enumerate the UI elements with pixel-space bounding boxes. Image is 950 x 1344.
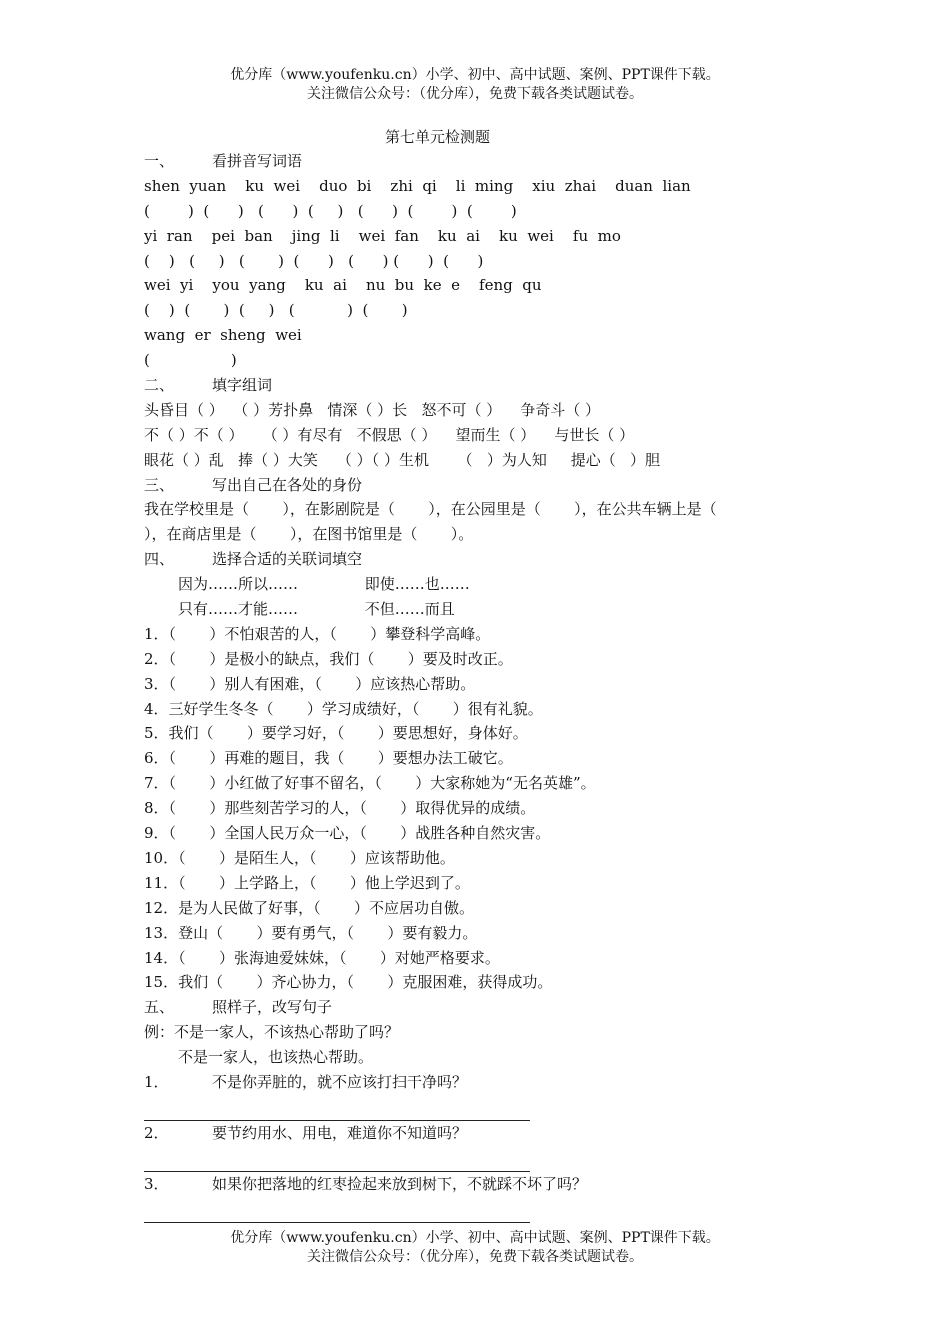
question-number: 3．: [144, 1174, 169, 1193]
question-text: 不是你弄脏的，就不应该打扫干净吗？: [212, 1072, 468, 1091]
pinyin-line: yi ran pei ban jing li wei fan ku ai ku wei fu mo: [144, 226, 621, 245]
question-text: 要节约用水、用电，难道你不知道吗？: [212, 1123, 468, 1142]
question-item[interactable]: 12．是为人民做了好事，（ ）不应居功自傲。: [144, 898, 474, 917]
fill-word-line[interactable]: 头昏目（ ） （ ）芳扑鼻 情深（ ）长 怒不可（ ） 争奇斗（ ）: [144, 400, 601, 419]
worksheet-body: [144, 149, 814, 1223]
question-item[interactable]: 15．我们（ ）齐心协力，（ ）克服困难，获得成功。: [144, 973, 553, 992]
question-item[interactable]: 14．（ ）张海迪爱妹妹，（ ）对她严格要求。: [144, 948, 500, 967]
question-item[interactable]: 6．（ ）再难的题目，我（ ）要想办法工破它。: [144, 749, 513, 768]
question-item[interactable]: 11．（ ）上学路上，（ ）他上学迟到了。: [144, 873, 470, 892]
section-title: 看拼音写词语: [212, 152, 303, 170]
conjunction-options: 只有……才能…… 不但……而且: [178, 600, 455, 619]
question-item[interactable]: 3．（ ）别人有困难，（ ）应该热心帮助。: [144, 674, 476, 693]
example-question: 例：不是一家人，不该热心帮助了吗？: [144, 1023, 400, 1042]
question-item[interactable]: 5．我们（ ）要学习好，（ ）要思想好，身体好。: [144, 724, 528, 743]
section-heading: [144, 995, 814, 1020]
answer-line[interactable]: [144, 1197, 530, 1223]
section-title: 写出自己在各处的身份: [212, 475, 363, 494]
question-number: 1．: [144, 1072, 169, 1091]
question-item[interactable]: 9．（ ）全国人民万众一心，（ ）战胜各种自然灾害。: [144, 824, 551, 843]
section-number: 三、: [144, 475, 175, 494]
header-line-1: 优分库（www.youfenku.cn）小学、初中、高中试题、案例、PPT课件下载。: [230, 67, 720, 83]
question-item[interactable]: 10．（ ）是陌生人，（ ）应该帮助他。: [144, 848, 455, 867]
section-number: 五、: [144, 998, 175, 1017]
pinyin-line: shen yuan ku wei duo bi zhi qi li ming xiu zhai duan lian: [144, 176, 691, 195]
footer-line-2: 关注微信公众号：（优分库），免费下载各类试题试卷。: [307, 1249, 643, 1265]
footer-line-1: 优分库（www.youfenku.cn）小学、初中、高中试题、案例、PPT课件下载。: [230, 1230, 720, 1246]
section-number: 二、: [144, 376, 175, 395]
identity-line[interactable]: ），在商店里是（ ），在图书馆里是（ ）。: [144, 525, 474, 544]
section-title: 填字组词: [212, 376, 273, 395]
question-text: 如果你把落地的红枣捡起来放到树下，不就踩不坏了吗？: [212, 1174, 588, 1193]
section-heading: [144, 547, 814, 572]
pinyin-line: wang er sheng wei: [144, 326, 302, 345]
question-item[interactable]: 8．（ ）那些刻苦学习的人，（ ）取得优异的成绩。: [144, 799, 536, 818]
section-title: 选择合适的关联词填空: [212, 550, 363, 569]
section-heading: [144, 473, 814, 498]
header-line-2: 关注微信公众号：（优分库），免费下载各类试题试卷。: [307, 86, 643, 102]
rewrite-question: [144, 1121, 814, 1146]
section-number: 一、: [144, 152, 175, 170]
question-item[interactable]: 7．（ ）小红做了好事不留名，（ ）大家称她为“无名英雄”。: [144, 774, 596, 793]
question-item[interactable]: 4．三好学生冬冬（ ）学习成绩好，（ ）很有礼貌。: [144, 699, 543, 718]
section-title: 照样子，改写句子: [212, 998, 333, 1017]
section-number: 四、: [144, 550, 175, 569]
answer-blank-line[interactable]: ( ) ( ) ( ) ( ) ( ): [144, 301, 408, 320]
page-footer: [0, 1229, 950, 1267]
answer-line[interactable]: [144, 1095, 530, 1121]
question-item[interactable]: 1．（ ）不怕艰苦的人，（ ）攀登科学高峰。: [144, 624, 491, 643]
question-item[interactable]: 2．（ ）是极小的缺点，我们（ ）要及时改正。: [144, 649, 513, 668]
answer-blank-line[interactable]: ( ) ( ) ( ) ( ) ( ) ( ) ( ): [144, 201, 517, 220]
section-heading: [144, 149, 814, 174]
example-answer: 不是一家人，也该热心帮助。: [178, 1048, 374, 1067]
answer-blank-line[interactable]: ( ): [144, 351, 237, 370]
question-item[interactable]: 13．登山（ ）要有勇气，（ ）要有毅力。: [144, 923, 478, 942]
fill-word-line[interactable]: 不（ ）不（ ） （ ）有尽有 不假思（ ） 望而生（ ） 与世长（ ）: [144, 425, 635, 444]
identity-line[interactable]: 我在学校里是（ ），在影剧院是（ ），在公园里是（ ），在公共车辆上是（: [144, 500, 717, 519]
fill-word-line[interactable]: 眼花（ ）乱 捧（ ）大笑 （ ）（ ）生机 （ ）为人知 提心（ ）胆: [144, 450, 661, 469]
answer-blank-line[interactable]: ( ) ( ) ( ) ( ) ( ) ( ) ( ): [144, 251, 484, 270]
rewrite-question: [144, 1172, 814, 1197]
pinyin-line: wei yi you yang ku ai nu bu ke e feng qu: [144, 276, 542, 295]
section-heading: [144, 373, 814, 398]
rewrite-question: [144, 1070, 814, 1095]
page-title: 第七单元检测题: [384, 128, 490, 146]
answer-line[interactable]: [144, 1146, 530, 1172]
conjunction-options: 因为……所以…… 即使……也……: [178, 575, 470, 594]
question-number: 2．: [144, 1123, 169, 1142]
page-header: [0, 66, 950, 104]
